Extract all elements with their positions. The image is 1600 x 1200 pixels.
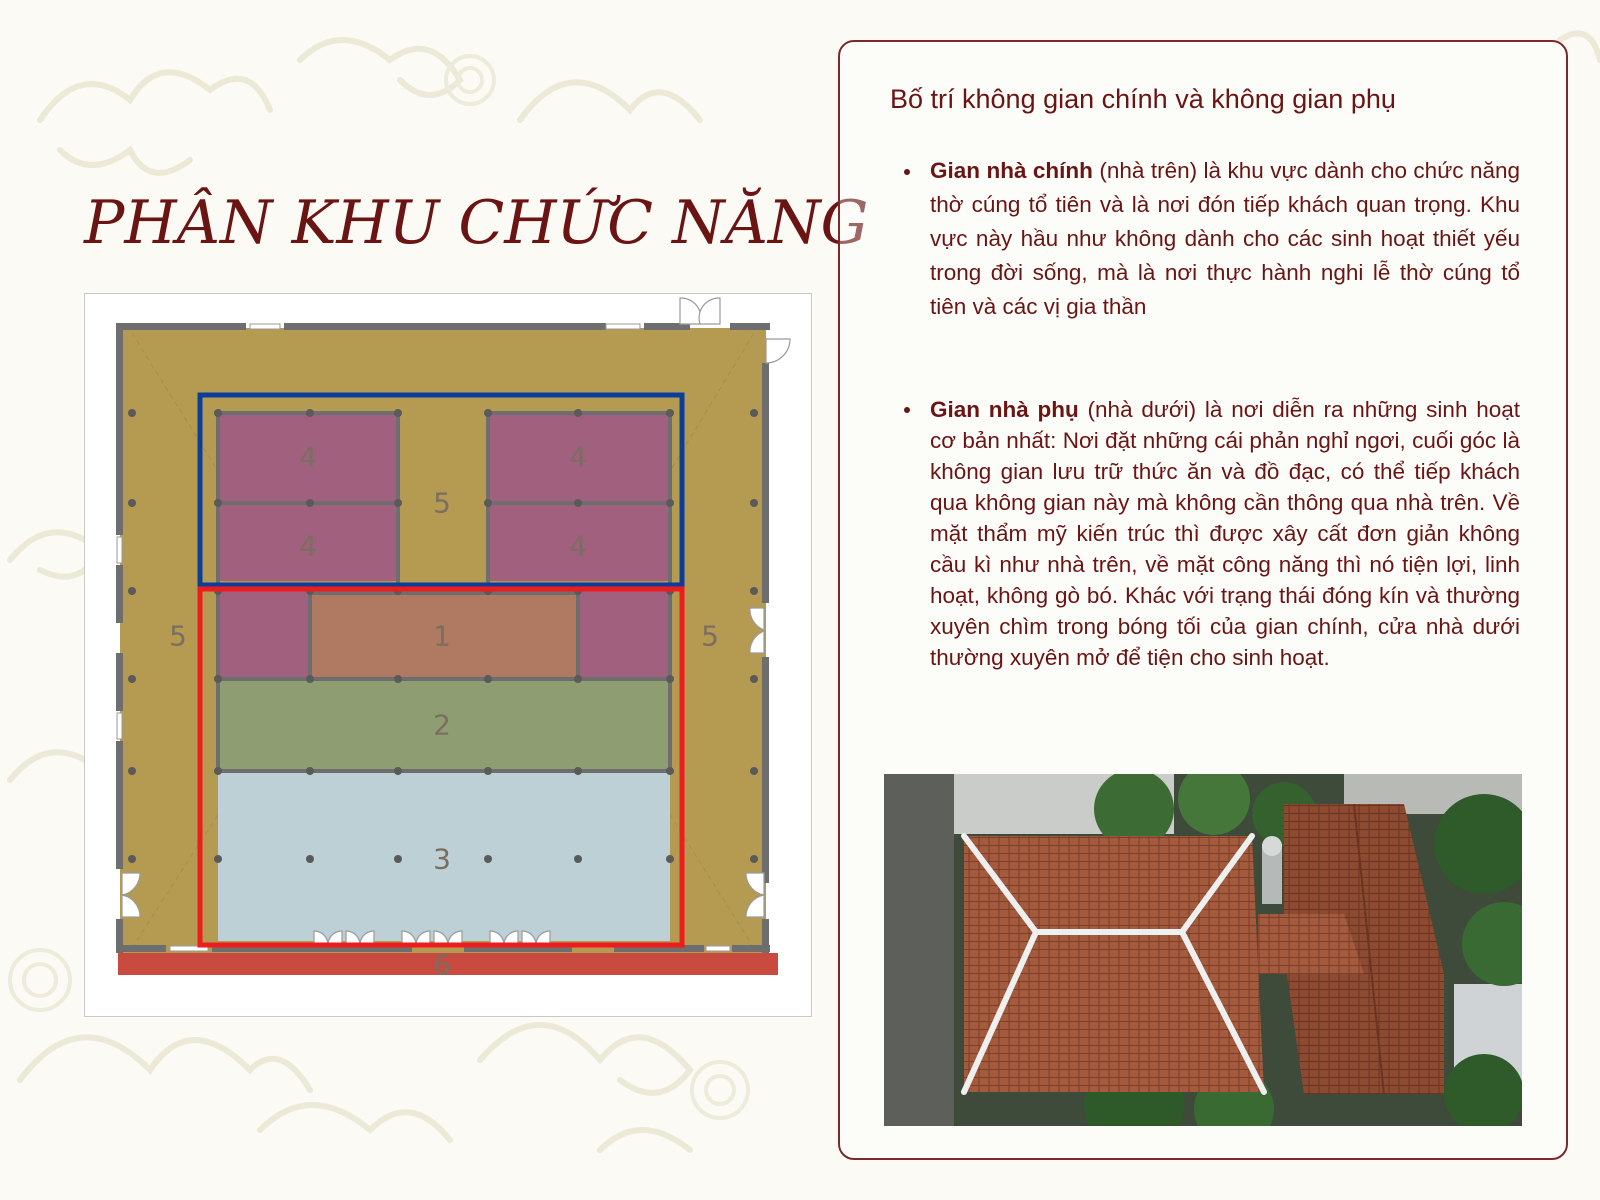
bullet-main-space [930, 154, 1520, 324]
zone-label-4: 4 [299, 529, 317, 563]
bullet-secondary-space [930, 394, 1520, 673]
zone-label-3: 3 [433, 842, 451, 876]
zone-label-5: 5 [433, 486, 451, 520]
bullet-secondary-space-text: (nhà dưới) là nơi diễn ra những sinh hoạt cơ bản nhất: Nơi đặt những cái phản nghỉ ngơi, cuối góc là không gian lưu trữ thức ăn và đồ đạc, có thể tiếp khách qua không gian này mà không cần thông qua nhà trên. Về mặt thẩm mỹ kiến trúc thì được xây cất đơn giản không cầu kì như nhà trên, về mặt công năng thì nó tiện lợi, linh hoạt, không gò bó. Khác với trạng thái đóng kín và thường xuyên chìm trong bóng tối của gian chính, cửa nhà dưới thường xuyên mở để tiện cho sinh hoạt. [930, 397, 1521, 670]
zone-label-1: 1 [433, 619, 451, 653]
zone-label-4: 4 [569, 440, 587, 474]
zone-label-4: 4 [569, 529, 587, 563]
zone-label-2: 2 [433, 708, 451, 742]
bullet-main-space-term: Gian nhà chính [930, 158, 1093, 183]
zone-4-room-side-left [218, 591, 310, 679]
bullet-main-space-text: (nhà trên) là khu vực dành cho chức năng thờ cúng tổ tiên và là nơi đón tiếp khách quan trọng. Khu vực này hầu như không dành cho các sinh hoạt thiết yếu trong đời sống, mà là nơi thực hành nghi lễ thờ cúng tổ tiên và các vị gia thần [930, 158, 1521, 319]
zone-4-room-side-right [578, 591, 670, 679]
floor-plan-frame [84, 293, 812, 1017]
panel-heading: Bố trí không gian chính và không gian phụ [890, 84, 1396, 114]
zone-label-5: 5 [169, 619, 187, 653]
zone-label-4: 4 [299, 440, 317, 474]
info-panel [838, 40, 1568, 1160]
zone-label-5: 5 [701, 619, 719, 653]
page-title: PHÂN KHU CHỨC NĂNG [84, 188, 869, 258]
aerial-roof-photo [884, 774, 1522, 1126]
zone-label-6: 6 [433, 948, 451, 982]
bullet-secondary-space-term: Gian nhà phụ [930, 397, 1079, 422]
floor-plan-diagram [84, 293, 812, 1017]
